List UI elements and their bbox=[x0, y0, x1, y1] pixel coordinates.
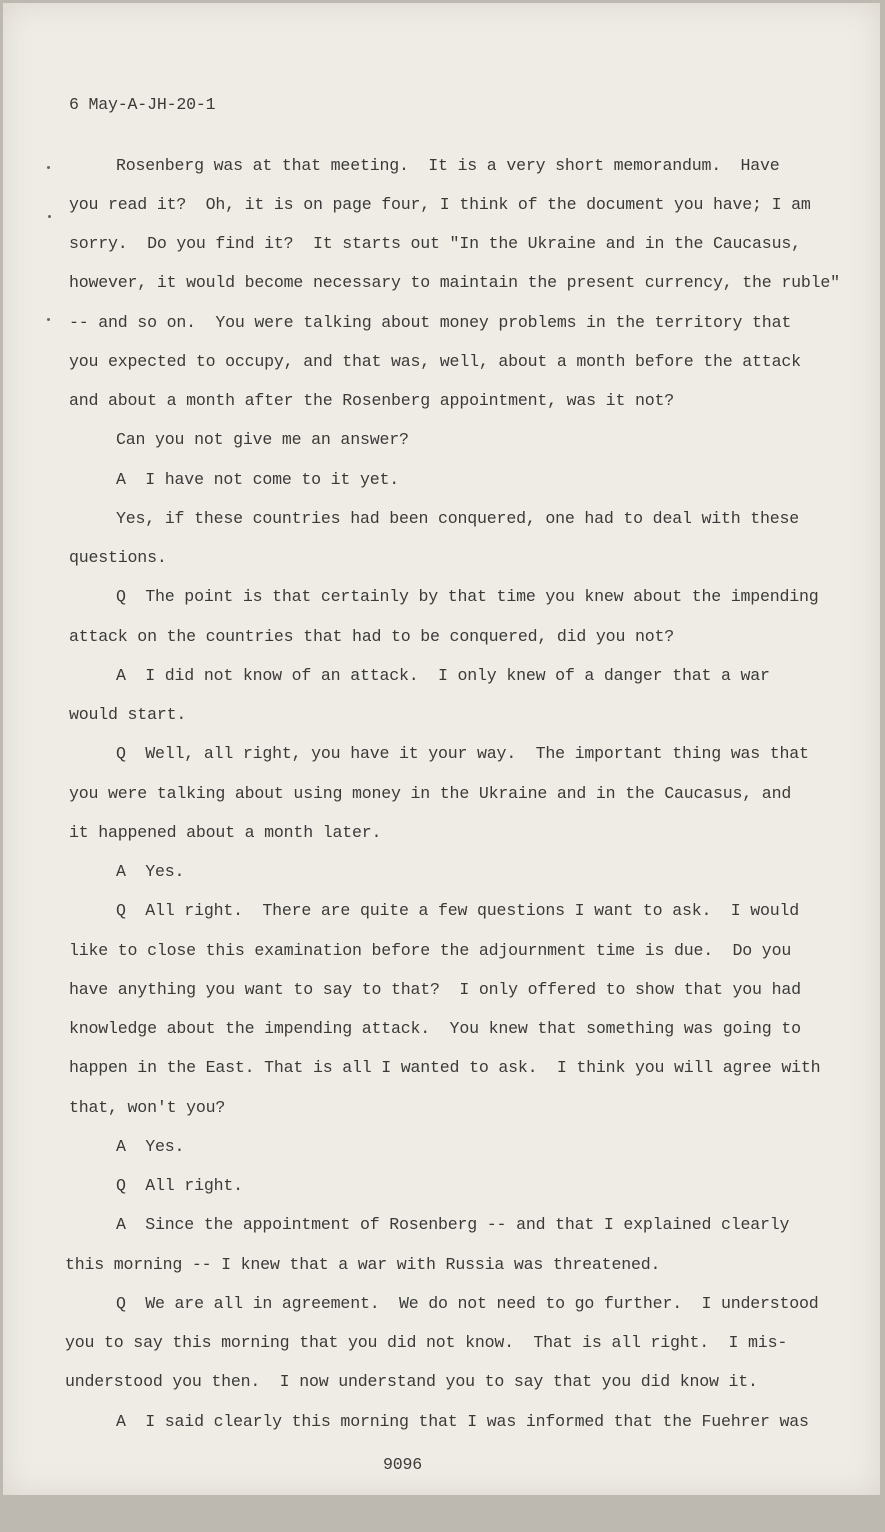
text-line: would start. bbox=[69, 705, 187, 724]
text-line: that, won't you? bbox=[69, 1098, 226, 1117]
text-line: questions. bbox=[69, 548, 167, 567]
text-line: A I said clearly this morning that I was informed that the Fuehrer was bbox=[116, 1412, 809, 1431]
text-line: like to close this examination before the adjournment time is due. Do you bbox=[69, 941, 792, 960]
text-line: Q All right. bbox=[116, 1176, 243, 1195]
text-line: it happened about a month later. bbox=[69, 823, 382, 842]
text-line: and about a month after the Rosenberg appointment, was it not? bbox=[69, 391, 674, 410]
text-line: you to say this morning that you did not know. That is all right. I mis- bbox=[65, 1333, 788, 1352]
text-line: A Yes. bbox=[116, 1137, 185, 1156]
text-line: Q We are all in agreement. We do not need to go further. I understood bbox=[116, 1294, 819, 1313]
text-line: Q The point is that certainly by that time you knew about the impending bbox=[116, 587, 819, 606]
text-line: -- and so on. You were talking about money problems in the territory that bbox=[69, 313, 792, 332]
text-line: understood you then. I now understand you to say that you did know it. bbox=[65, 1372, 758, 1391]
text-line: Q Well, all right, you have it your way. The important thing was that bbox=[116, 744, 809, 763]
text-line: however, it would become necessary to maintain the present currency, the ruble" bbox=[69, 273, 840, 292]
text-line: Yes, if these countries had been conquered, one had to deal with these bbox=[116, 509, 800, 528]
text-line: Q All right. There are quite a few questions I want to ask. I would bbox=[116, 901, 800, 920]
text-line: Rosenberg was at that meeting. It is a very short memorandum. Have bbox=[116, 156, 780, 175]
text-line: Can you not give me an answer? bbox=[116, 430, 409, 449]
typed-text bbox=[3, 3, 880, 1495]
text-line: have anything you want to say to that? I only offered to show that you had bbox=[69, 980, 801, 999]
text-line: attack on the countries that had to be conquered, did you not? bbox=[69, 627, 674, 646]
text-line: sorry. Do you find it? It starts out "In the Ukraine and in the Caucasus, bbox=[69, 234, 801, 253]
text-line: A Since the appointment of Rosenberg -- and that I explained clearly bbox=[116, 1215, 790, 1234]
text-line: happen in the East. That is all I wanted to ask. I think you will agree with bbox=[69, 1058, 821, 1077]
text-line: you were talking about using money in the Ukraine and in the Caucasus, and bbox=[69, 784, 792, 803]
page-identifier: 6 May-A-JH-20-1 bbox=[69, 95, 216, 114]
text-line: knowledge about the impending attack. You knew that something was going to bbox=[69, 1019, 801, 1038]
text-line: A I have not come to it yet. bbox=[116, 470, 399, 489]
document-page bbox=[3, 3, 880, 1495]
page-number: 9096 bbox=[383, 1455, 423, 1474]
text-line: this morning -- I knew that a war with Russia was threatened. bbox=[65, 1255, 661, 1274]
text-line: you read it? Oh, it is on page four, I think of the document you have; I am bbox=[69, 195, 811, 214]
text-line: A I did not know of an attack. I only knew of a danger that a war bbox=[116, 666, 770, 685]
text-line: A Yes. bbox=[116, 862, 185, 881]
text-line: you expected to occupy, and that was, well, about a month before the attack bbox=[69, 352, 801, 371]
